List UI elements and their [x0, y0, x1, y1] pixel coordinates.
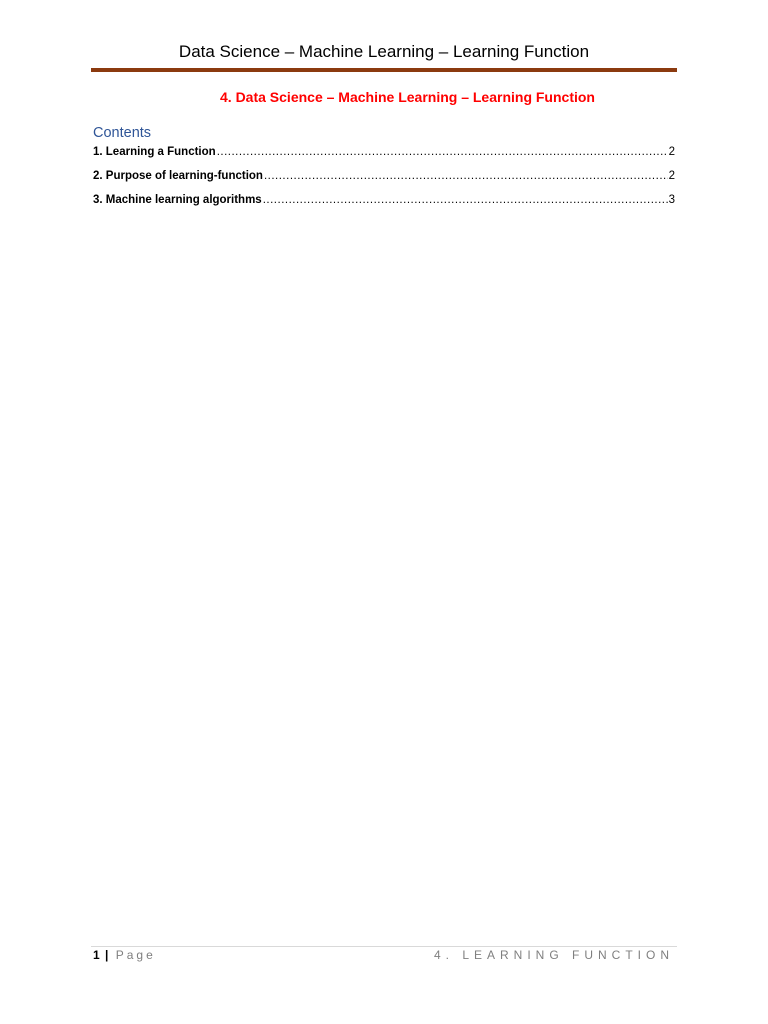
- footer-page-number: 1: [93, 948, 100, 962]
- footer-section-title: 4. LEARNING FUNCTION: [433, 948, 674, 962]
- toc-dot-leader: [217, 146, 668, 158]
- toc-entry-page: 2: [668, 170, 675, 182]
- toc-entry-page: 3: [668, 194, 675, 206]
- toc-entry-purpose-of-learning-function[interactable]: [93, 170, 675, 194]
- toc-entry-label: 2. Purpose of learning-function: [93, 170, 263, 182]
- document-title: 4. Data Science – Machine Learning – Learning Function: [220, 89, 595, 105]
- toc-dot-leader: [264, 170, 668, 182]
- toc-entry-machine-learning-algorithms[interactable]: [93, 194, 675, 218]
- footer-page-indicator: [93, 948, 156, 962]
- footer-separator: |: [105, 948, 109, 962]
- toc-entry-learning-a-function[interactable]: [93, 146, 675, 170]
- toc-dot-leader: [263, 194, 668, 206]
- page-header-title: Data Science – Machine Learning – Learning Function: [178, 42, 590, 61]
- header-divider: [91, 68, 677, 72]
- footer-page-word: Page: [115, 948, 156, 962]
- table-of-contents: [93, 146, 675, 218]
- footer-divider: [91, 946, 677, 947]
- toc-entry-page: 2: [668, 146, 675, 158]
- toc-entry-label: 3. Machine learning algorithms: [93, 194, 262, 206]
- toc-heading: Contents: [93, 125, 152, 141]
- toc-entry-label: 1. Learning a Function: [93, 146, 216, 158]
